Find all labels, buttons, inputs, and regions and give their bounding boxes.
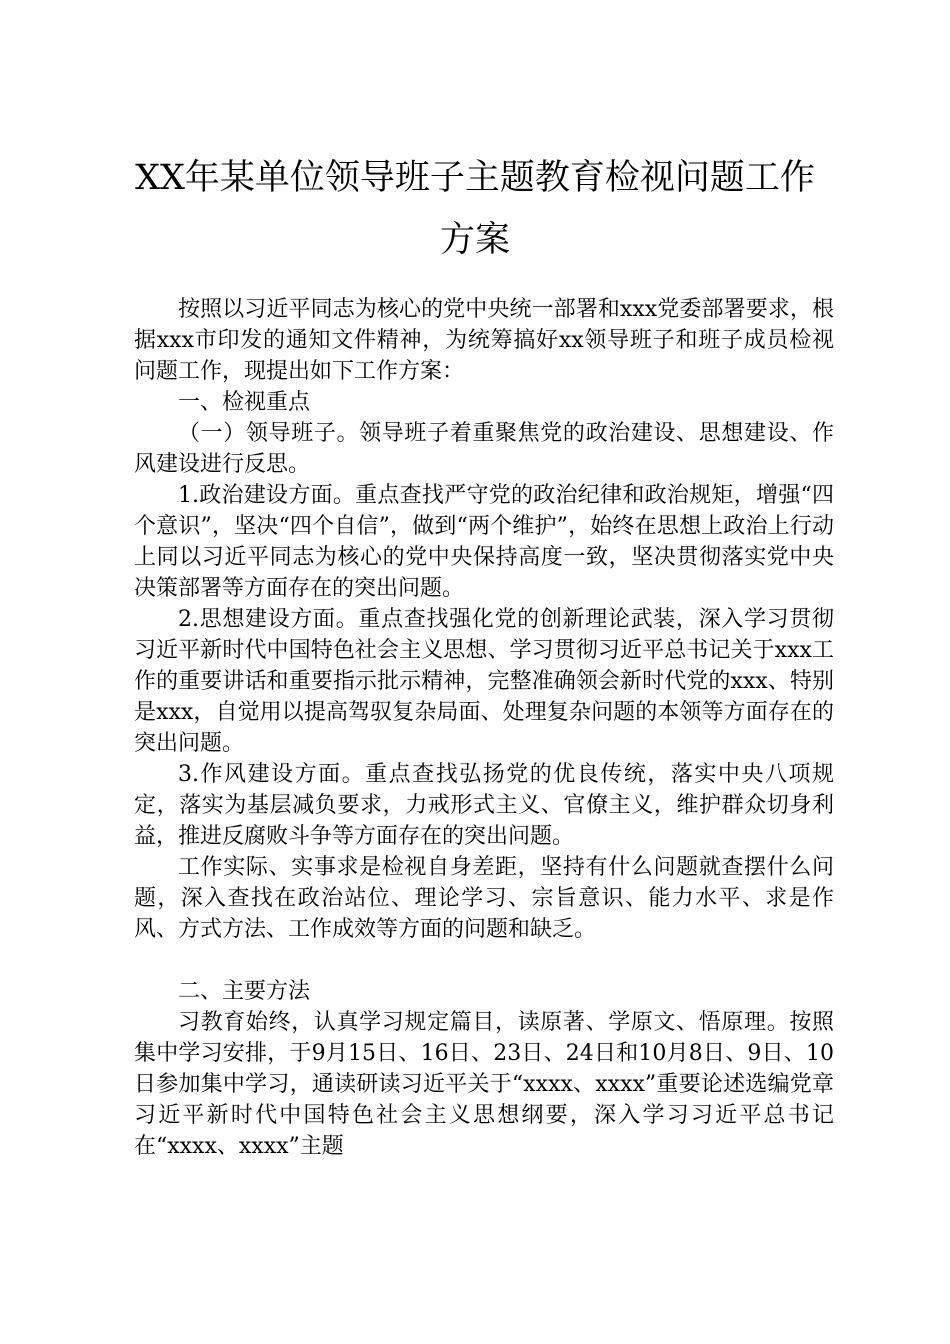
paragraph-political: 1.政治建设方面。重点查找严守党的政治纪律和政治规矩，增强“四个意识”，坚决“四个自信”，做到“两个维护”，始终在思想上政治上行动上同以习近平同志为核心的党中央保持高度一致，坚决贯彻落实党中央决策部署等方面存在的突出问题。 — [134, 483, 834, 601]
paragraph-leadership: （一）领导班子。领导班子着重聚焦党的政治建设、思想建设、作风建设进行反思。 — [134, 421, 834, 477]
section-heading-2: 二、主要方法 — [178, 979, 311, 1004]
paragraph-methods: 习教育始终，认真学习规定篇目，读原著、学原文、悟原理。按照集中学习安排，于9月15日、16日、23日、24日和10月8日、9日、10日参加集中学习，通读研读习近平关于“xxxx、xxxx”重要论述选编党章习近平新时代中国特色社会主义思想纲要，深入学习习近平总书记在“xxxx、xxxx”主题 — [134, 1010, 834, 1159]
document-body — [134, 294, 834, 1162]
document-title-line-1: XX年某单位领导班子主题教育检视问题工作 — [135, 158, 815, 198]
paragraph-ideological: 2.思想建设方面。重点查找强化党的创新理论武装，深入学习贯彻习近平新时代中国特色社会主义思想、学习贯彻习近平总书记关于xxx工作的重要讲话和重要指示批示精神，完整准确领会新时代党的xxx、特别是xxx，自觉用以提高驾驭复杂局面、处理复杂问题的本领等方面存在的突出问题。 — [134, 607, 834, 756]
paragraph-practice: 工作实际、实事求是检视自身差距，坚持有什么问题就查摆什么问题，深入查找在政治站位、理论学习、宗旨意识、能力水平、求是作风、方式方法、工作成效等方面的问题和缺乏。 — [134, 855, 834, 942]
paragraph-work-style: 3.作风建设方面。重点查找弘扬党的优良传统，落实中央八项规定，落实为基层减负要求，力戒形式主义、官僚主义，维护群众切身利益，推进反腐败斗争等方面存在的突出问题。 — [134, 762, 834, 849]
document-title-line-2: 方案 — [439, 220, 510, 260]
section-heading-1: 一、检视重点 — [178, 390, 311, 415]
paragraph-intro: 按照以习近平同志为核心的党中央统一部署和xxx党委部署要求，根据xxx市印发的通知文件精神，为统筹搞好xx领导班子和班子成员检视问题工作，现提出如下工作方案： — [134, 297, 834, 384]
